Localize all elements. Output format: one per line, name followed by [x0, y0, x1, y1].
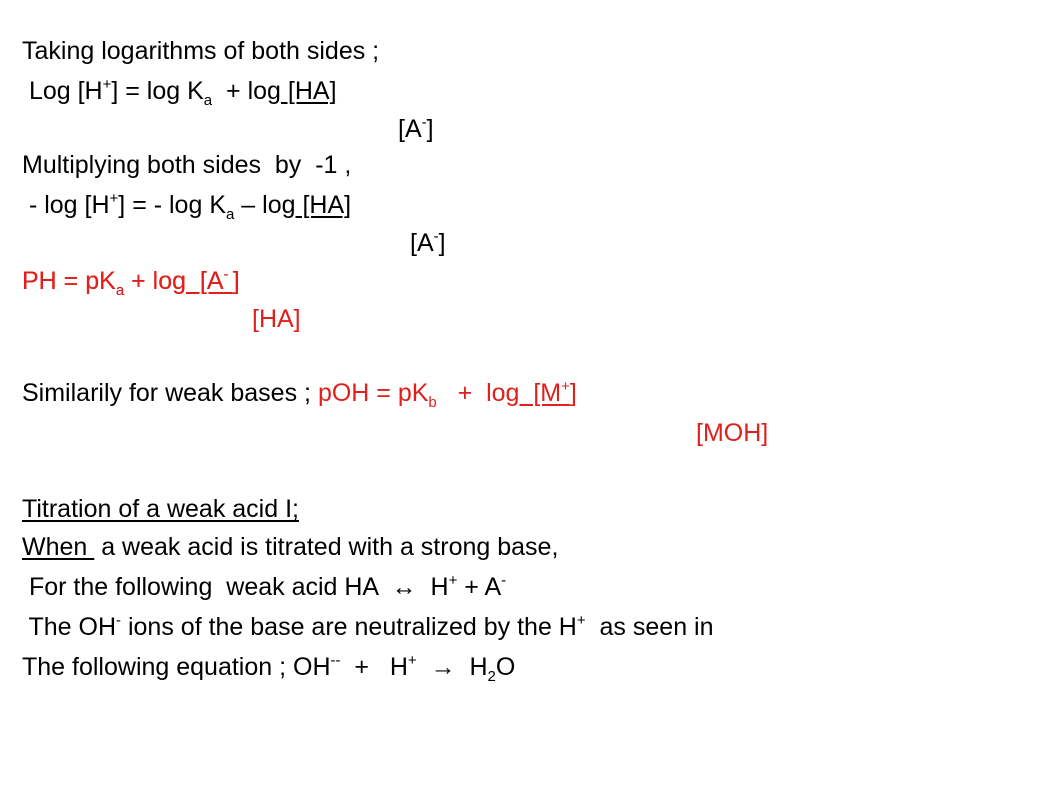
heading-titration: Titration of a weak acid I; [22, 495, 299, 523]
line-multiplying: Multiplying both sides by -1 , [22, 151, 352, 179]
equation-log-h: Log $[H^+] = \log K_a + \log [HA]$ [22, 76, 337, 109]
equation-ph: PH = $pK_a + \log [A^-$ ] [22, 266, 240, 299]
denominator-ha-red: [HA] [252, 305, 301, 333]
line-weak-acid-ha: For the following weak acid HA ↔ H+ + A- [22, 572, 507, 601]
equation-poh: pOH = $pK_b + \log [M^+]$ [317, 378, 577, 411]
numerator-m-plus: [M+] [519, 378, 577, 407]
numerator-ha-2: [HA] [295, 191, 352, 219]
denominator-a-minus: [A-] [398, 114, 434, 143]
denominator-moh: [MOH] [696, 419, 769, 447]
numerator-a-minus-red: [A- ] [186, 266, 240, 295]
line-oh-ions: The OH- ions of the base are neutralized by the H+ as seen in [22, 612, 714, 641]
line-taking-logarithms: Taking logarithms of both sides ; [22, 37, 380, 65]
numerator-ha: [HA] [280, 77, 337, 105]
line-weak-bases: Similarily for weak bases ; pOH = $pK_b + \log [M^+]$ [22, 378, 577, 411]
line-equation-water: The following equation ; $OH^{--} + H^+ \to H_2O$ [22, 652, 516, 685]
line-when: When a weak acid is titrated with a strong base, [22, 533, 559, 561]
equation-minus-log-h: - log [H+] = - $\log K_a$ – log [HA] [22, 190, 352, 223]
denominator-a-minus-2: [A-] [410, 228, 446, 257]
